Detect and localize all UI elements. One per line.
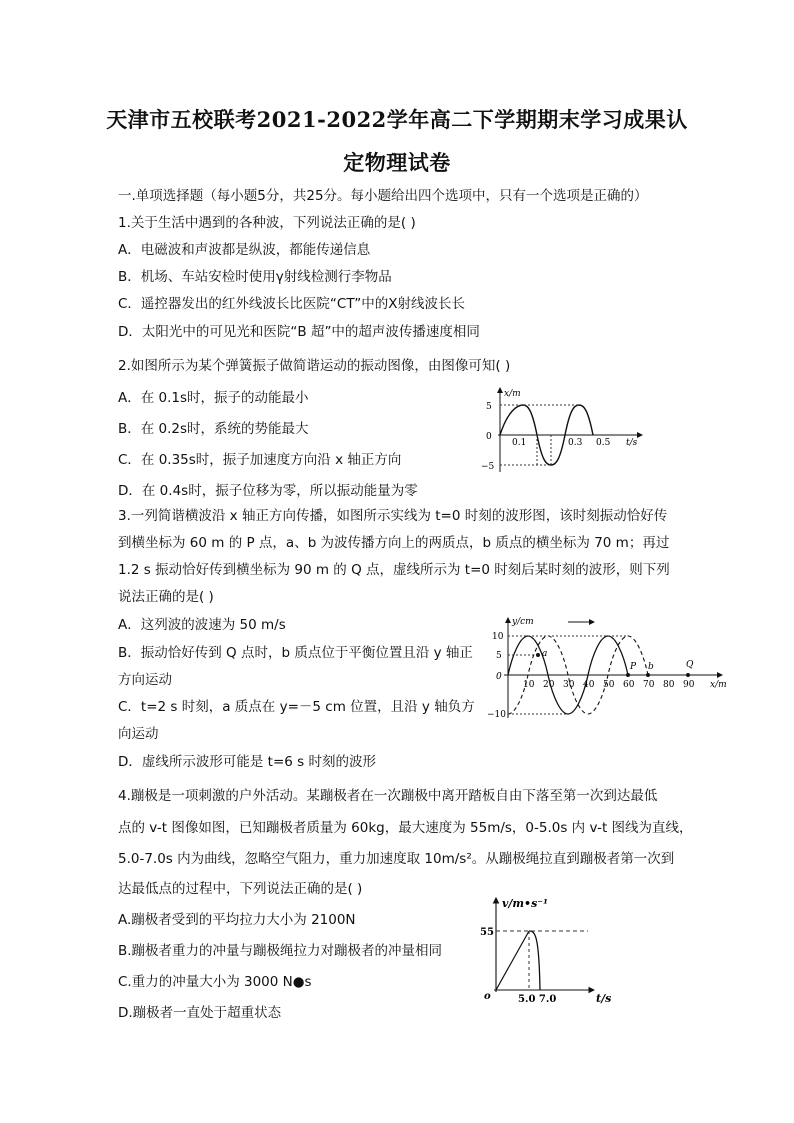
q2-y-tick-pos: 5 — [486, 402, 492, 412]
q4-linear-segment — [496, 931, 529, 990]
q4-stem-line4: 达最低点的过程中，下列说法正确的是( ) — [118, 881, 363, 897]
q4-y-label: v/m•s⁻¹ — [502, 897, 548, 910]
q2-option-a: A．在 0.1s时，振子的动能最小 — [118, 390, 309, 406]
q3-x-tick: 40 — [583, 680, 595, 690]
q1-option-d: D．太阳光中的可见光和医院“B 超”中的超声波传播速度相同 — [118, 324, 480, 340]
page-title: 天津市五校联考2021-2022学年高二下学期期末学习成果认 — [106, 107, 688, 132]
q3-x-tick: 80 — [663, 680, 675, 690]
q3-x-tick: 60 — [623, 680, 635, 690]
q4-stem-line2: 点的 v-t 图像如图，已知蹦极者质量为 60kg，最大速度为 55m/s，0-5.0s 内 v-t 图线为直线， — [118, 820, 693, 836]
q2-vibration-graph — [470, 382, 650, 477]
q2-option-b: B．在 0.2s时，系统的势能最大 — [118, 421, 309, 437]
q4-stem-line3: 5.0-7.0s 内为曲线，忽略空气阻力，重力加速度取 10m/s²。从蹦极绳拉直到蹦极者第一次到 — [118, 851, 675, 867]
q3-point-P — [626, 673, 630, 677]
q3-y-tick: −10 — [487, 710, 506, 720]
q3-x-label: x/m — [710, 680, 727, 690]
q3-point-b — [646, 673, 650, 677]
q2-x-tick: 0.1 — [512, 438, 527, 448]
q4-option-c: C.重力的冲量大小为 3000 N●s — [118, 974, 312, 990]
q3-point-P-label: P — [630, 662, 637, 672]
page-title-continued: 定物理试卷 — [343, 150, 451, 175]
q3-point-a-label: a — [542, 649, 548, 659]
q4-x-label: t/s — [596, 992, 612, 1005]
q4-vt-graph — [478, 890, 628, 1005]
q1-stem: 1.关于生活中遇到的各种波，下列说法正确的是( ) — [118, 215, 416, 231]
q2-option-d: D．在 0.4s时，振子位移为零，所以振动能量为零 — [118, 483, 418, 499]
q4-option-a: A.蹦极者受到的平均拉力大小为 2100N — [118, 912, 356, 928]
q3-wave-graph — [486, 612, 736, 722]
q3-y-tick: 0 — [496, 672, 502, 682]
q4-stem-line1: 4.蹦极是一项刺激的户外活动。某蹦极者在一次蹦极中离开踏板自由下落至第一次到达最低 — [118, 788, 658, 804]
q3-point-a — [536, 653, 540, 657]
q3-option-c-cont: 向运动 — [118, 726, 159, 742]
q2-y-tick-zero: 0 — [486, 432, 492, 442]
q2-x-tick: 0.3 — [568, 438, 583, 448]
q1-option-b: B．机场、车站安检时使用γ射线检测行李物品 — [118, 269, 392, 285]
q4-y-tick: 55 — [480, 927, 494, 938]
q2-option-c: C．在 0.35s时，振子加速度方向沿 x 轴正方向 — [118, 452, 402, 468]
q4-curve-segment — [529, 931, 540, 990]
q3-x-tick: 30 — [563, 680, 575, 690]
q3-point-b-label: b — [648, 662, 654, 672]
q2-stem: 2.如图所示为某个弹簧振子做简谐运动的振动图像，由图像可知( ) — [118, 358, 511, 374]
q3-option-a: A．这列波的波速为 50 m/s — [118, 617, 286, 633]
q2-x-label: t/s — [626, 438, 638, 448]
q4-origin: o — [484, 991, 491, 1002]
section-header: 一.单项选择题（每小题5分，共25分。每小题给出四个选项中，只有一个选项是正确的） — [118, 188, 648, 204]
q3-y-tick: 10 — [492, 632, 504, 642]
q2-y-label: x/m — [504, 389, 521, 399]
q2-y-tick-neg: −5 — [481, 462, 495, 472]
q1-option-c: C．遥控器发出的红外线波长比医院“CT”中的X射线波长长 — [118, 296, 466, 312]
q3-point-Q-label: Q — [686, 660, 694, 670]
q4-option-b: B.蹦极者重力的冲量与蹦极绳拉力对蹦极者的冲量相同 — [118, 943, 443, 959]
q3-x-tick: 50 — [603, 680, 615, 690]
q3-y-tick: 5 — [496, 651, 502, 661]
q3-x-tick: 10 — [523, 680, 535, 690]
q3-stem-line3: 1.2 s 振动恰好传到横坐标为 90 m 的 Q 点，虚线所示为 t=0 时刻后某时刻的波形，则下列 — [118, 562, 670, 578]
q1-option-a: A．电磁波和声波都是纵波，都能传递信息 — [118, 242, 371, 258]
q3-stem-line1: 3.一列简谐横波沿 x 轴正方向传播，如图所示实线为 t=0 时刻的波形图，该时刻振动恰好传 — [118, 508, 668, 524]
q4-option-d: D.蹦极者一直处于超重状态 — [118, 1005, 282, 1021]
q3-option-c: C．t=2 s 时刻，a 质点在 y=－5 cm 位置，且沿 y 轴负方 — [118, 699, 475, 715]
q2-x-tick: 0.5 — [596, 438, 611, 448]
q3-option-b-cont: 方向运动 — [118, 672, 172, 688]
q3-stem-line4: 说法正确的是( ) — [118, 589, 214, 605]
q3-stem-line2: 到横坐标为 60 m 的 P 点，a、b 为波传播方向上的两质点，b 质点的横坐标为 70 m；再过 — [118, 535, 670, 551]
q3-x-tick: 70 — [643, 680, 655, 690]
q4-x-ticks: 5.0 7.0 — [518, 994, 557, 1005]
q3-y-label: y/cm — [512, 617, 534, 627]
q3-x-tick: 90 — [683, 680, 695, 690]
q3-point-Q — [686, 673, 690, 677]
q3-option-b: B．振动恰好传到 Q 点时，b 质点位于平衡位置且沿 y 轴正 — [118, 645, 473, 661]
q3-x-tick: 20 — [543, 680, 555, 690]
q3-option-d: D．虚线所示波形可能是 t=6 s 时刻的波形 — [118, 754, 376, 770]
